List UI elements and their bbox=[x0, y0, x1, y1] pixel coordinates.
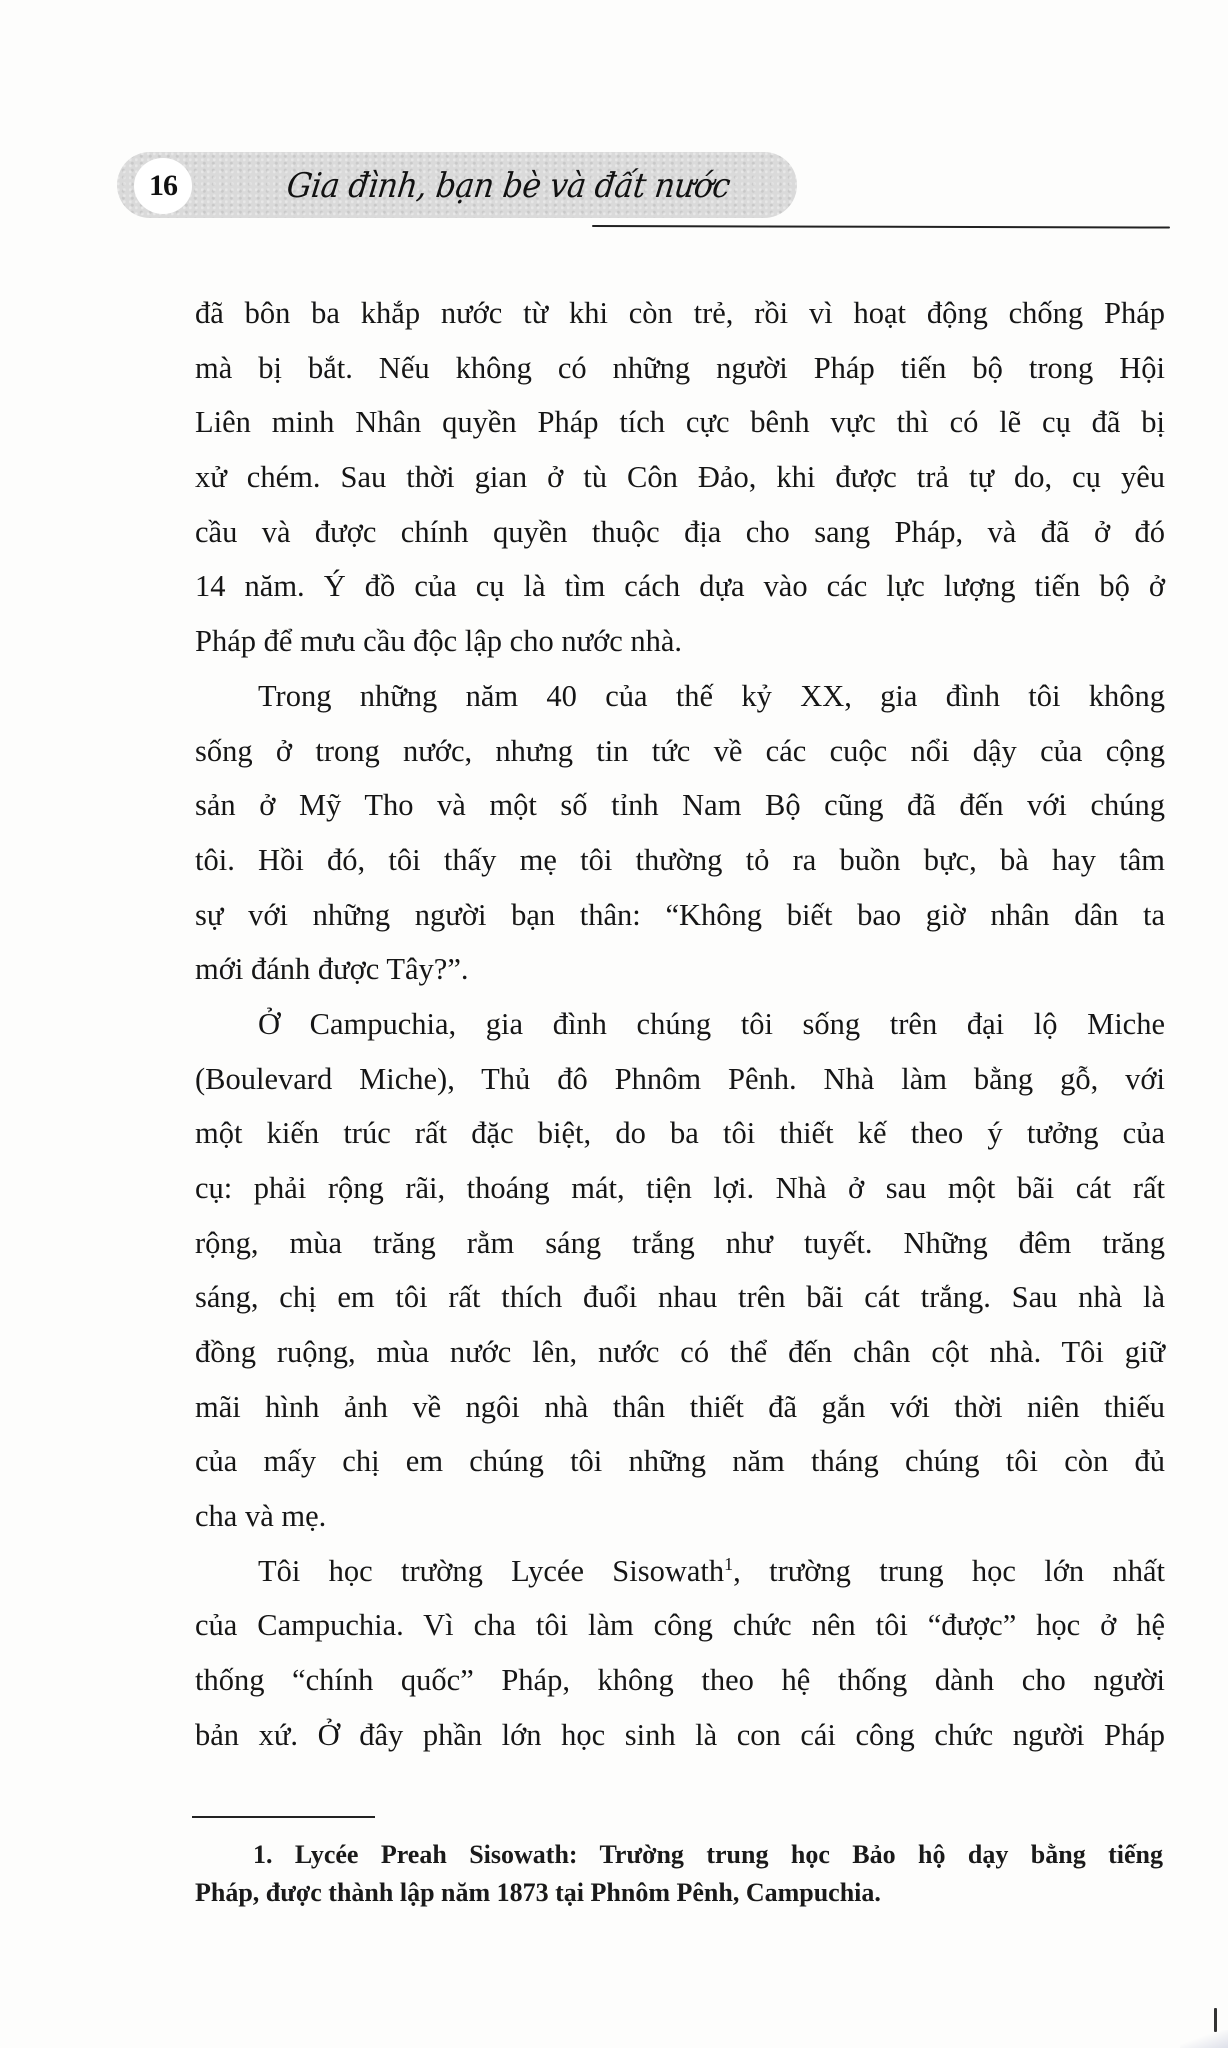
body-line: mãi hình ảnh về ngôi nhà thân thiết đã gắn với thời niên thiếu bbox=[195, 1390, 1165, 1424]
body-line: thống “chính quốc” Pháp, không theo hệ thống dành cho người bbox=[195, 1663, 1165, 1697]
body-line: mà bị bắt. Nếu không có những người Pháp tiến bộ trong Hội bbox=[195, 351, 1165, 385]
page-number-badge bbox=[134, 158, 192, 214]
footnote-reference[interactable]: 1 bbox=[724, 1553, 734, 1574]
footnote-line: Pháp, được thành lập năm 1873 tại Phnôm Pênh, Campuchia. bbox=[195, 1878, 881, 1907]
body-line: Pháp để mưu cầu độc lập cho nước nhà. bbox=[195, 624, 683, 658]
body-text: , trường trung học lớn nhất bbox=[733, 1554, 1165, 1588]
footnote-separator bbox=[192, 1816, 375, 1818]
body-text: Tôi học trường Lycée Sisowath bbox=[258, 1554, 725, 1588]
scan-edge-mark bbox=[1214, 2008, 1217, 2032]
body-line: mới đánh được Tây?”. bbox=[195, 952, 469, 986]
body-line: cha và mẹ. bbox=[195, 1499, 327, 1533]
body-line: cầu và được chính quyền thuộc địa cho sang Pháp, và đã ở đó bbox=[195, 515, 1165, 549]
page-number: 16 bbox=[149, 169, 177, 202]
body-line: cụ: phải rộng rãi, thoáng mát, tiện lợi. Nhà ở sau một bãi cát rất bbox=[195, 1171, 1165, 1205]
scan-corner-shadow bbox=[1180, 2030, 1228, 2048]
body-line: Liên minh Nhân quyền Pháp tích cực bênh vực thì có lẽ cụ đã bị bbox=[195, 405, 1165, 439]
paragraph-first-line: Ở Campuchia, gia đình chúng tôi sống trên đại lộ Miche bbox=[258, 1007, 1165, 1041]
body-line: sống ở trong nước, nhưng tin tức về các cuộc nổi dậy của cộng bbox=[195, 734, 1165, 768]
running-title: Gia đình, bạn bè và đất nước bbox=[284, 166, 733, 206]
body-line: rộng, mùa trăng rằm sáng trắng như tuyết. Những đêm trăng bbox=[195, 1226, 1165, 1260]
body-line: sáng, chị em tôi rất thích đuổi nhau trên bãi cát trắng. Sau nhà là bbox=[195, 1280, 1165, 1314]
body-line: một kiến trúc rất đặc biệt, do ba tôi thiết kế theo ý tưởng của bbox=[195, 1116, 1165, 1150]
paragraph-first-line bbox=[258, 1551, 1165, 1591]
body-line: sản ở Mỹ Tho và một số tỉnh Nam Bộ cũng đã đến với chúng bbox=[195, 788, 1165, 822]
body-line: 14 năm. Ý đồ của cụ là tìm cách dựa vào các lực lượng tiến bộ ở bbox=[195, 569, 1165, 603]
body-line: của Campuchia. Vì cha tôi làm công chức nên tôi “được” học ở hệ bbox=[195, 1608, 1165, 1642]
body-line: đã bôn ba khắp nước từ khi còn trẻ, rồi vì hoạt động chống Pháp bbox=[195, 296, 1165, 330]
footnote-line: 1. Lycée Preah Sisowath: Trường trung học Bảo hộ dạy bằng tiếng bbox=[253, 1840, 1163, 1869]
body-line: đồng ruộng, mùa nước lên, nước có thể đến chân cột nhà. Tôi giữ bbox=[195, 1335, 1165, 1369]
body-line: (Boulevard Miche), Thủ đô Phnôm Pênh. Nhà làm bằng gỗ, với bbox=[195, 1062, 1165, 1096]
body-line: tôi. Hồi đó, tôi thấy mẹ tôi thường tỏ ra buồn bực, bà hay tâm bbox=[195, 843, 1165, 877]
paragraph-first-line: Trong những năm 40 của thế kỷ XX, gia đình tôi không bbox=[258, 679, 1165, 713]
body-line: sự với những người bạn thân: “Không biết bao giờ nhân dân ta bbox=[195, 898, 1165, 932]
header-rule bbox=[592, 225, 1170, 229]
body-line: của mấy chị em chúng tôi những năm tháng chúng tôi còn đủ bbox=[195, 1444, 1165, 1478]
body-line: xử chém. Sau thời gian ở tù Côn Đảo, khi được trả tự do, cụ yêu bbox=[195, 460, 1165, 494]
body-line: bản xứ. Ở đây phần lớn học sinh là con cái công chức người Pháp bbox=[195, 1718, 1165, 1752]
